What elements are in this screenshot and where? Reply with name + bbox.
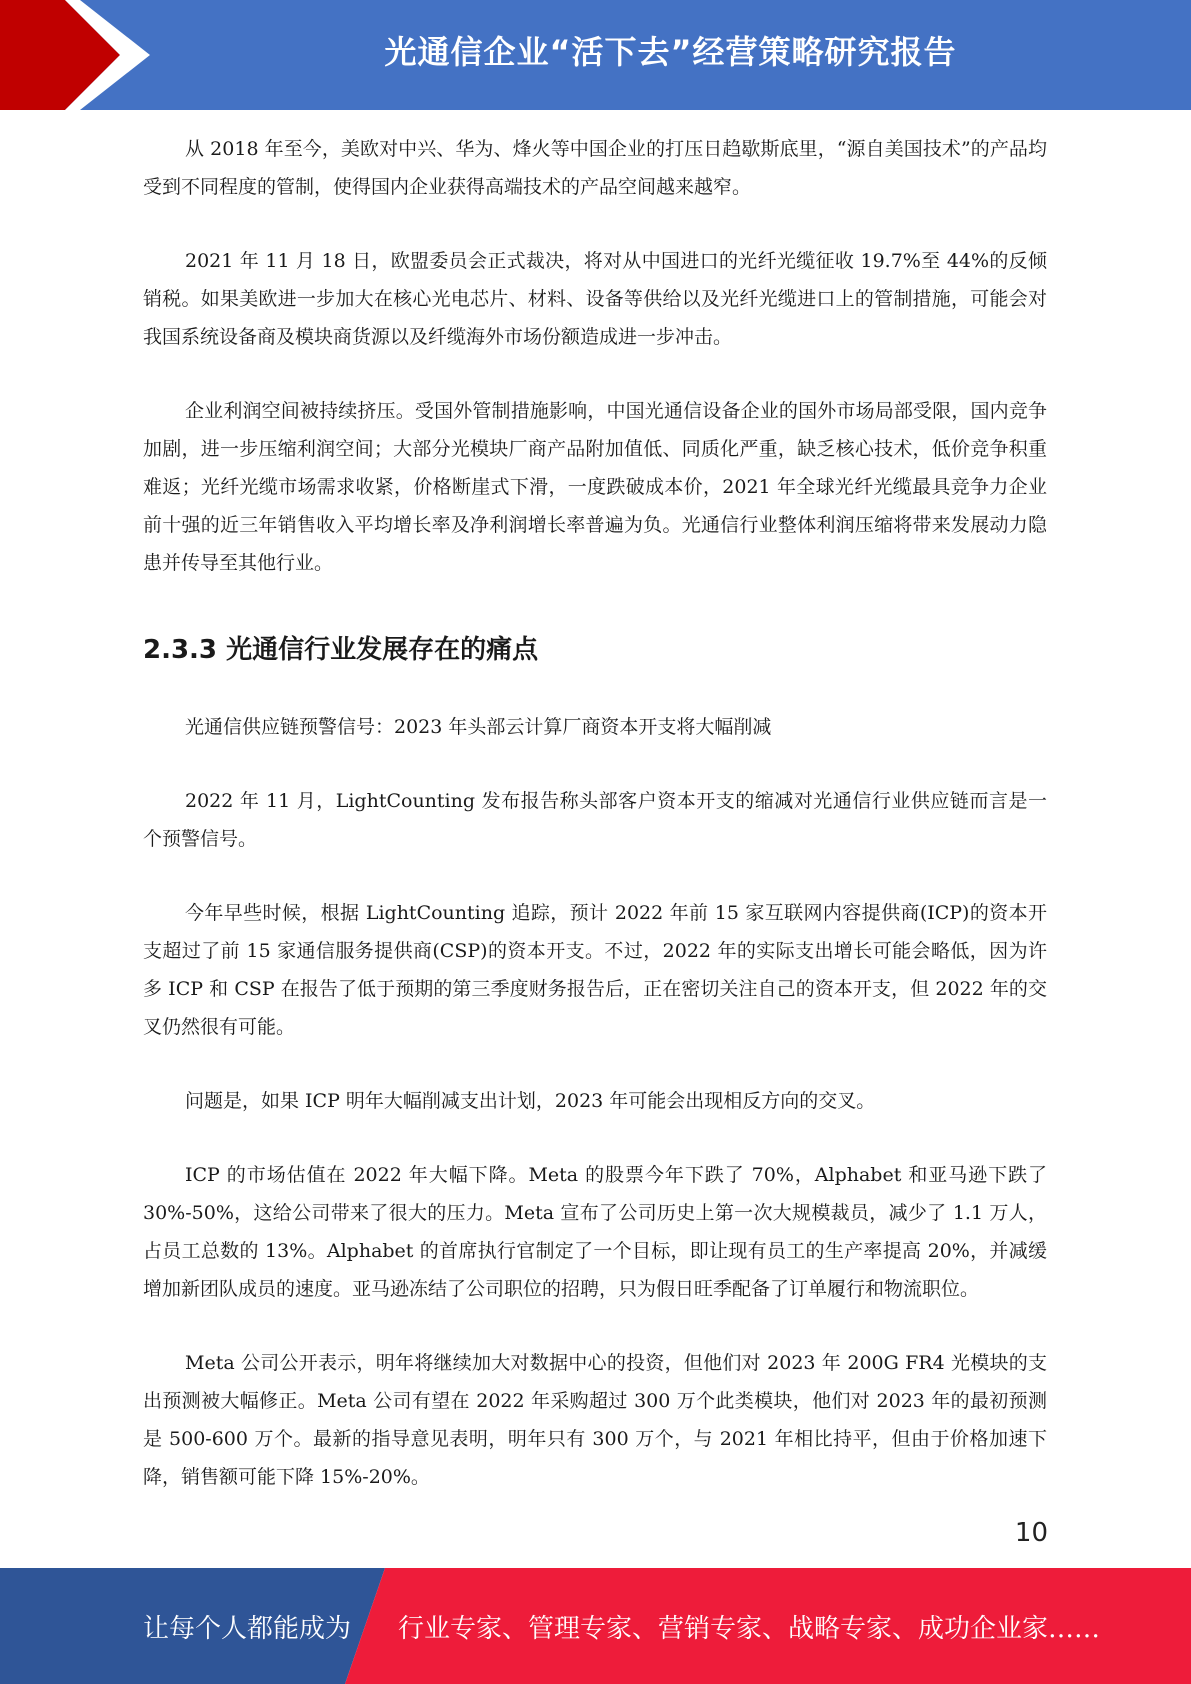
paragraph: 从 2018 年至今，美欧对中兴、华为、烽火等中国企业的打压日趋歇斯底里，“源自美国技术”的产品均受到不同程度的管制，使得国内企业获得高端技术的产品空间越来越窄。 — [143, 138, 1047, 198]
paragraph: 今年早些时候，根据 LightCounting 追踪，预计 2022 年前 15 家互联网内容提供商(ICP)的资本开支超过了前 15 家通信服务提供商(CSP)的资本开支。不过，2022 年的实际支出增长可能会略低，因为许多 ICP 和 CSP 在报告了低于预期的第三季度财务报告后，正在密切关注自己的资本开支，但 2022 年的交叉仍然很有可能。 — [143, 902, 1047, 1038]
footer-slogan-left: 让每个人都能成为 — [143, 1613, 352, 1644]
header-title: 光通信企业“活下去”经营策略研究报告 — [384, 33, 957, 71]
paragraph: 问题是，如果 ICP 明年大幅削减支出计划，2023 年可能会出现相反方向的交叉。 — [185, 1090, 876, 1112]
paragraph: 光通信供应链预警信号：2023 年头部云计算厂商资本开支将大幅削减 — [185, 716, 772, 738]
paragraph: 企业利润空间被持续挤压。受国外管制措施影响，中国光通信设备企业的国外市场局部受限，国内竞争加剧，进一步压缩利润空间；大部分光模块厂商产品附加值低、同质化严重，缺乏核心技术，低价竞争积重难返；光纤光缆市场需求收紧，价格断崖式下滑，一度跌破成本价，2021 年全球光纤光缆最具竞争力企业前十强的近三年销售收入平均增长率及净利润增长率普遍为负。光通信行业整体利润压缩将带来发展动力隐患并传导至其他行业。 — [143, 400, 1047, 574]
document-body — [143, 130, 1047, 1532]
paragraph: Meta 公司公开表示，明年将继续加大对数据中心的投资，但他们对 2023 年 200G FR4 光模块的支出预测被大幅修正。Meta 公司有望在 2022 年采购超过 300 万个此类模块，他们对 2023 年的最初预测是 500-600 万个。最新的指导意见表明，明年只有 300 万个，与 2021 年相比持平，但由于价格加速下降，销售额可能下降 15%-20%。 — [143, 1352, 1047, 1488]
paragraph: 2021 年 11 月 18 日，欧盟委员会正式裁决，将对从中国进口的光纤光缆征收 19.7%至 44%的反倾销税。如果美欧进一步加大在核心光电芯片、材料、设备等供给以及光纤光缆进口上的管制措施，可能会对我国系统设备商及模块商货源以及纤缆海外市场份额造成进一步冲击。 — [143, 250, 1047, 348]
section-heading: 2.3.3 光通信行业发展存在的痛点 — [143, 635, 539, 665]
footer-slogan-right: 行业专家、管理专家、营销专家、战略专家、成功企业家…… — [398, 1613, 1101, 1644]
page-header — [0, 0, 1191, 110]
page-footer — [0, 1568, 1191, 1684]
paragraph: 2022 年 11 月，LightCounting 发布报告称头部客户资本开支的缩减对光通信行业供应链而言是一个预警信号。 — [143, 790, 1047, 850]
page-number: 10 — [1014, 1518, 1048, 1548]
paragraph: ICP 的市场估值在 2022 年大幅下降。Meta 的股票今年下跌了 70%，Alphabet 和亚马逊下跌了 30%-50%，这给公司带来了很大的压力。Meta 宣布了公司历史上第一次大规模裁员，减少了 1.1 万人，占员工总数的 13%。Alphabet 的首席执行官制定了一个目标，即让现有员工的生产率提高 20%，并减缓增加新团队成员的速度。亚马逊冻结了公司职位的招聘，只为假日旺季配备了订单履行和物流职位。 — [143, 1164, 1047, 1300]
